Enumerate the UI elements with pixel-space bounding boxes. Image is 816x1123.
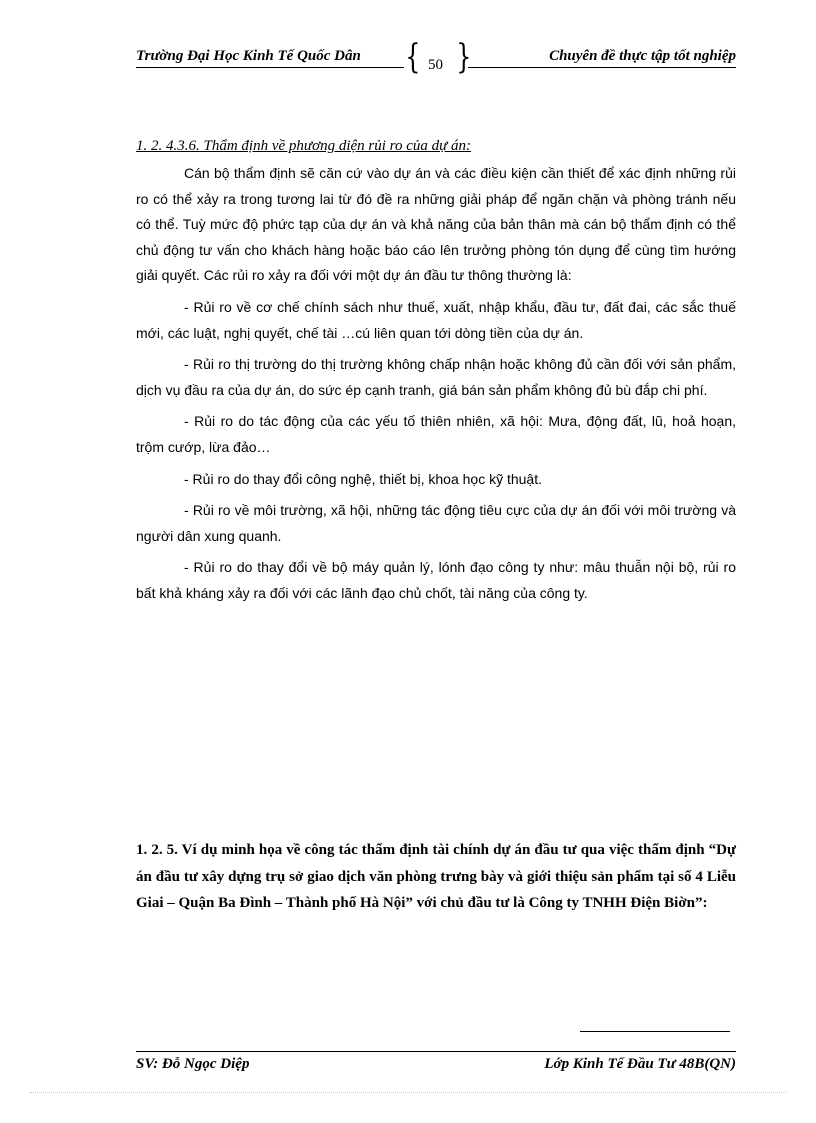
header-rule-right <box>468 67 736 68</box>
body-paragraph: Cán bộ thẩm định sẽ căn cứ vào dự án và các điều kiện cần thiết để xác định những rủi ro có thể xảy ra trong tương lai từ đó đề ra những giải pháp để ngăn chặn và phòng tránh nếu có thể. Tuỳ mức độ phức tạp của dự án và khả năng của bản thân mà cán bộ thẩm định có thể chủ động tư vấn cho khách hàng hoặc báo cáo lên trưởng phòng tón dụng để cùng tìm hướng giải quyết. Các rủi ro xảy ra đối với một dự án đầu tư thông thường là: <box>136 165 736 284</box>
body-paragraph: - Rủi ro thị trường do thị trường không chấp nhận hoặc không đủ cần đối với sản phẩm, dịch vụ đầu ra của dự án, do sức ép cạnh tranh, giá bán sản phẩm không đủ bù đắp chi phí. <box>136 356 736 398</box>
signature-rule <box>580 1031 730 1032</box>
body-paragraph: - Rủi ro do thay đổi công nghệ, thiết bị, khoa học kỹ thuật. <box>184 470 542 487</box>
section-body <box>136 161 736 613</box>
header-document-type: Chuyên đề thực tập tốt nghiệp <box>549 48 736 64</box>
body-paragraph: - Rủi ro về cơ chế chính sách như thuế, xuất, nhập khẩu, đầu tư, đất đai, các sắc thuế mới, các luật, nghị quyết, chế tài …cú liên quan tới dòng tiền của dự án. <box>136 298 736 341</box>
page-number: 50 <box>428 57 443 73</box>
body-paragraph: - Rủi ro do thay đổi về bộ máy quản lý, lónh đạo công ty như: mâu thuẫn nội bộ, rủi ro bất khả kháng xảy ra đối với các lãnh đạo chủ chốt, tài năng của công ty. <box>136 559 736 601</box>
example-section <box>136 837 736 917</box>
body-paragraph: - Rủi ro về môi trường, xã hội, những tác động tiêu cực của dự án đối với môi trường và người dân xung quanh. <box>136 502 736 544</box>
footer-student-name: SV: Đỗ Ngọc Diệp <box>136 1056 250 1072</box>
body-paragraph: - Rủi ro do tác động của các yếu tố thiên nhiên, xã hội: Mưa, động đất, lũ, hoả hoạn, trộm cướp, lừa đảo… <box>136 413 736 455</box>
page-number-left-brace: { <box>405 37 421 77</box>
example-heading-paragraph: 1. 2. 5. Ví dụ minh họa về công tác thẩm định tài chính dự án đầu tư qua việc thẩm định “Dự án đầu tư xây dựng trụ sở giao dịch văn phòng trưng bày và giới thiệu sản phẩm tại số 4 Liễu Giai – Quận Ba Đình – Thành phố Hà Nội” với chủ đầu tư là Công ty TNHH Điện Biờn”: <box>136 842 736 911</box>
footer-class-name: Lớp Kinh Tế Đầu Tư 48B(QN) <box>544 1056 736 1072</box>
header-rule-left <box>136 67 404 68</box>
page-number-right-brace: } <box>456 37 472 77</box>
page-edge-dotted-line <box>30 1092 786 1093</box>
header-school-name: Trường Đại Học Kinh Tế Quốc Dân <box>136 48 361 64</box>
section-heading: 1. 2. 4.3.6. Thẩm định về phương diện rủi ro của dự án: <box>136 138 472 154</box>
footer-rule <box>136 1051 736 1052</box>
